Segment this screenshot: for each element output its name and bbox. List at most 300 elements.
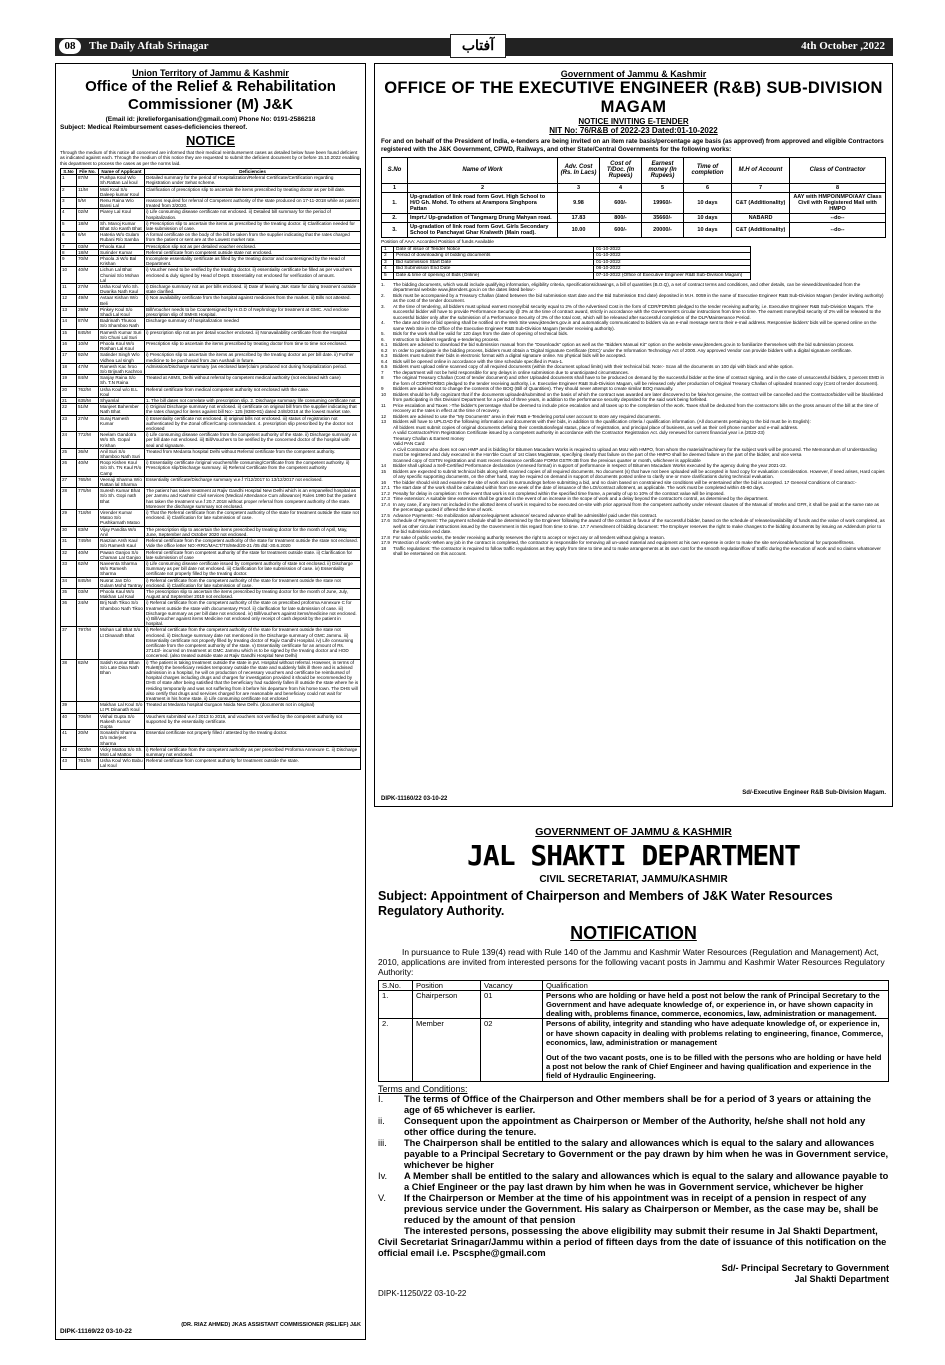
condition-text: The terms of Office of the Chairperson and Other members shall be for a period of 3 years or attaining the age of 65 whichever is earlier. <box>404 1093 872 1115</box>
table-cell <box>543 1019 889 1081</box>
table-row <box>61 600 361 627</box>
table-cell: 6/M <box>77 232 99 243</box>
table-row <box>61 702 361 713</box>
left-signatory: (DR. RIAZ AHMED) JKAS ASSISTANT COMMISSIONER (RELIEF) J&K <box>181 1322 361 1328</box>
table-row <box>61 375 361 386</box>
term-number: 6.1 <box>381 342 388 348</box>
term-text: A valid Contractor/Firm Registration Certificate issued by a competent authority in accordance with the Contractor Registration Act. duly renewed for current financial year i.e.(2022-23) <box>393 430 765 436</box>
cell-text: Member <box>416 1019 444 1029</box>
rtop-nit-number: NIT No: 76/R&B of 2022-23 Dated:01-10-2022 <box>549 126 718 135</box>
rbot-ref-number: DIPK-11250/22 03-10-22 <box>378 1288 467 1298</box>
table-cell: Sonakshi Sharma D/o Inderjeet Sharma <box>99 730 145 747</box>
term-text: In any case, if any item not included in the allotted items of work is required to be executed on-site with prior approval from the competent authority under relevant clauses of the Manual of Works and GFR, it shall be paid at the same rate as the percentage quoted if offered the time of work. <box>393 501 880 513</box>
table-cell: 1. <box>382 192 408 213</box>
term-number: 6.5 <box>381 364 388 370</box>
table-cell: Usha Koul w/o B.L Koul <box>99 386 145 397</box>
condition-number: V. <box>378 1192 386 1203</box>
table-row <box>61 267 361 284</box>
table-cell: 47/M <box>77 363 99 374</box>
table-cell <box>481 1019 543 1081</box>
table-cell: Prescription slip not as per detailed voucher enclosed. <box>145 243 361 249</box>
condition-number: ii. <box>378 1115 385 1126</box>
table-cell: 51/M <box>77 404 99 415</box>
list-item <box>381 375 886 386</box>
term-text: Time extension: A suitable time extension shall be granted in the event of an increase in the scope of work and a delay beyond the contractor's control, as determined by the department. <box>393 496 769 502</box>
left-ref-number: DIPK-11169/22 03-10-22 <box>60 1328 132 1335</box>
table-cell: 765/M <box>77 476 99 487</box>
term-text: Bids must be accompanied by a Treasury Challan (dated between the bid submission start date and the Bid Submission End date) deposited in M.H. 0059 in the name of Executive Engineer R&B Sub-Division Magam (tender inviting authority) as the cost of the tender document. <box>393 292 884 304</box>
table-cell: 82/M <box>77 659 99 702</box>
term-text: At the time of tendering, all bidders must upload earnest money/bid security equal to 2% of the Advertised Cost in the form of CDR/FDR/BG pledged to the tender receiving authority, i.e. Executive Engineer R&B Sub-Division Magam. The successful bidder will have to provide Performance Security @ 3% at the time of contract award, strictly in accordance with the Government's circular instructions from time to time. The earnest money/bid security of 2% will be released to the successful bidder only after the submission of a Performance Security of 3% of the total cost, which will be released after successful completion of the DLP/Maintenance Period. <box>393 303 882 320</box>
rbot-subject: Subject: Appointment of Chairperson and Members of J&K Water Resources Regulatory Authority. <box>378 889 833 918</box>
table-cell: Vouchers submitted w.e.f 2013 to 2018, and vouchers not verified by the competent authority not supported by the essentiality certificate. <box>145 713 361 730</box>
table-cell: 3 <box>61 197 77 208</box>
table-cell: 1. The bill dates not correlate with prescription slip. 2. Discharge summary life consuming certificate not <box>145 398 361 404</box>
page-number: 08 <box>59 39 81 54</box>
table-cell: 10/M <box>77 340 99 351</box>
table-cell: Sh. Manoj Kumar Bhat S/o Kanth Bhat <box>99 220 145 231</box>
deficiency-col-header: Name of Applicant <box>99 168 145 174</box>
table-cell: 10 <box>61 267 77 284</box>
list-item <box>381 546 886 557</box>
table-row <box>61 476 361 487</box>
table-cell: 14 <box>61 318 77 329</box>
term-text: A Civil Contractor who does not own HMP and is bidding for Bitumen Macadam Works is required to upload an MoU with HMPO, from whom the material/machinery for the subject work will be procured. The Memorandum of Understanding must be registered and duly executed in the Hon'ble Court of 1st Class Magistrate, specifying clearly that failure on the part of the HMPO shall be deemed failure on the part of the bidder, and vice versa <box>393 446 877 458</box>
table-cell: 4 <box>61 209 77 220</box>
list-item <box>381 392 886 403</box>
table-row <box>61 588 361 599</box>
table-cell: 01-10-2022 <box>594 246 751 253</box>
table-cell: 06-10-2022 <box>594 266 751 273</box>
table-cell: --do-- <box>790 213 886 222</box>
left-email-line: (Email id: jkrelieforganisation@gmail.com) Phone No: 0191-2586218 <box>105 116 316 123</box>
table-cell: Nusrat Jan D/o Gulam Mohd Tantray <box>100 577 143 588</box>
table-row <box>382 246 751 253</box>
table-cell: 40 <box>61 713 77 730</box>
works-col-header: S.No <box>382 157 408 183</box>
table-row <box>61 415 361 432</box>
rbot-secretariat: CIVIL SECRETARIAT, JAMMU/KASHMIR <box>539 874 728 885</box>
table-cell: Phoola Ji W/o Bal Krishan <box>99 255 145 266</box>
table-cell: 28 <box>61 488 77 510</box>
list-item <box>381 518 886 535</box>
table-cell: Lichun Lal Bhat Chunial S/o Mohan Lal <box>99 267 145 284</box>
table-row <box>61 175 361 186</box>
table-cell: 83/M <box>77 526 99 537</box>
table-cell: 10 days <box>684 213 732 222</box>
table-cell: Makhan Lal Koul S/o Lt Pt Dinanath Koul <box>99 702 145 713</box>
condition-number: I. <box>378 1093 384 1104</box>
post-note: Out of the two vacant posts, one is to be filled with the persons who are holding or have held a post not below the rank of Chief Engineer and having qualification and experience in the field of Hydraulic Engineering. <box>546 1053 882 1081</box>
table-row <box>61 730 361 747</box>
table-row <box>61 363 361 374</box>
term-text: Scanned copy of GSTIN registration and most recent clearance certificate FORM GSTR-3B from the previous quarter or month, whichever is applicable <box>393 457 701 463</box>
table-cell: 6 <box>61 232 77 243</box>
table-cell: Treated at Medanta hospital Gurgaon Noida New Delhi. (documents not in original) <box>145 702 361 713</box>
term-text: Price escalation and Taxes :-The bidder's percentage shall be deemed to include price escalation and all taxes up to the completion of the work. Taxes shall be deducted from the contractor's bills on the gross amount of the bill at the time of recovery at the rates in effect at the time of recovery. <box>393 402 879 414</box>
table-row <box>382 266 751 273</box>
table-cell: Treated at AIIMS, Delhi without referral by competent medical authority (not enclosed with case) <box>145 375 361 386</box>
term-number: 1. <box>381 281 385 287</box>
term-number: 18 <box>381 545 387 551</box>
table-cell: 18 <box>61 363 77 374</box>
table-cell: Referral certificate from competent outside state not enclosed. <box>145 249 361 255</box>
term-number: 17.6 <box>381 518 390 524</box>
term-number: 12 <box>381 413 387 419</box>
term-text: Bidder shall upload a Self-Certified Performance declaration (Annexed format) in support of performance in respect of Bitumen Macadam Works executed by the agency during the year 2021-22. <box>393 463 787 469</box>
table-cell: 01-10-2022 <box>594 259 751 266</box>
table-cell: 2 <box>382 253 394 260</box>
term-number: 11 <box>381 402 386 408</box>
table-cell: Up-gradation of link road form Govt. High School to H/O Gh. Mohd. To others at Arampora Singhpora Pattan <box>408 192 558 213</box>
table-cell: The prescription slip to ascertain the items prescribed by treating doctor for the month of April, May, June, September and October 2020 not enclosed. <box>145 526 361 537</box>
table-cell: 749/M <box>77 538 99 549</box>
table-cell: Admission/Discharge summary (as enclosed later)claim produced not during hospitalization period. <box>145 363 361 374</box>
table-cell: Detailed summary for the period of Hospitalization/Referral Certificate/Certification regarding Registration under Sehat scheme. <box>145 175 361 186</box>
table-cell: Renu Raina W/o Bansi Lal <box>99 197 145 208</box>
term-text: The start date of the work shall be calculated within from one week of the date of issuance of the LOI/contract allotment, as applicable. The work must be completed within 45-60 days. <box>393 485 765 491</box>
table-row <box>382 259 751 266</box>
posts-col-header: Position <box>413 980 481 990</box>
rtop-ref-number: DIPK-11160/22 03-10-22 <box>381 796 448 802</box>
term-number: 17.5 <box>381 512 390 518</box>
table-cell: Bill/Voucher needs to be Countersigned by H.O.D of Nephrology for treatment at GMC. And enclose prescription slip of SMHS Hospital. <box>145 306 361 317</box>
table-cell: Hateria W/o Gulam Rubani R/o Samba <box>99 232 145 243</box>
table-row <box>61 232 361 243</box>
table-cell: Up-gradation of link road form Govt. Girls Secondary School to Panchayat Ghar Kralweth (Main road). <box>408 222 558 237</box>
term-text: Bidders must submit their bids in electronic format with a digital signature online. No physical bids will be accepted. <box>393 353 627 359</box>
condition-text: The Chairperson shall be entitled to the salary and allowances which is equal to the salary and allowances payable to a Principal Secretary to Government or the pay drawn by him when he was in Government service, whichever be higher <box>404 1137 889 1170</box>
term-number: 5. <box>381 331 385 337</box>
table-cell: reasons required for referral of Competent authority of the state produced on 17-11-2018 while as patient treated from 3/2020. <box>146 197 359 209</box>
table-cell: Surinder Kumar <box>99 249 145 255</box>
works-col-header: Name of Work <box>408 157 558 183</box>
table-row <box>61 404 361 415</box>
table-cell: 19960/- <box>642 192 684 213</box>
table-cell: Incomplete essentiality certificate as filled by the treating doctor and countersigned by the Head of Department. <box>145 255 361 266</box>
position-aaa: Position of AAA: Accorded Position of funds Available <box>381 239 494 245</box>
rbot-dept-title: JAL SHAKTI DEPARTMENT <box>466 839 800 872</box>
table-cell: Pawan Ganjoo S/o Chaman Lal Ganjoo <box>99 549 145 560</box>
rtop-intro: For and on behalf of the President of India, e-tenders are being invited on an item rate basis/percentage age basis (as approved) from approved and eligible Contractors registered with the J&K Government, CPWD, Railways, and other State/Central Governments for the following works: <box>381 138 884 153</box>
table-cell: Mohan Lal Bhat S/o Lt Dinanath Bhat <box>99 627 145 659</box>
table-cell: 37 <box>61 627 77 659</box>
table-cell: Essential certificate not properly filled / attested by the treating doctor. <box>145 730 361 747</box>
deficiency-table <box>60 168 361 770</box>
left-footer <box>60 1322 361 1335</box>
rbot-notification-title: NOTIFICATION <box>570 923 697 943</box>
table-row <box>61 386 361 397</box>
table-cell: 01-10-2022 <box>594 253 751 260</box>
table-cell: i) Life consuming disease certificate from the competent authority of the state. ii) Discharge summary as per bill date not enclosed. iii) Bill/Vouchers to be verified by the concerned doctor of the hospital with seal and signature. <box>145 432 361 449</box>
table-cell: 39 <box>61 702 77 713</box>
table-cell: 23 <box>61 415 77 432</box>
table-cell: 600/- <box>600 192 642 213</box>
table-cell: Referral certificate from competent authority of the state for treatment outside state. ii) Clarification for late submission of case <box>145 549 361 560</box>
works-col-number: 8 <box>790 183 886 192</box>
rbot-pursuance: In pursuance to Rule 139(4) read with Rule 140 of the Jammu and Kashmir Water Resources (Regulation and Management) Act, 2010, applications are invited from interested persons for the following vacant posts in Jammu and Kashmir Water Resources Regulatory Authority: <box>378 947 885 978</box>
issue-date: 4th October ,2022 <box>801 40 885 52</box>
list-item <box>378 1138 889 1171</box>
table-cell: 24 <box>61 432 77 449</box>
table-cell: Sanjay Raina S/o Sh. T.N Raina <box>99 375 145 386</box>
table-cell: 40/M <box>77 460 99 477</box>
table-cell: Manjeet Bahember Nath Bhat <box>99 404 145 415</box>
table-cell: Referral certificate from medical competent authority not enclosed with the case. <box>145 386 361 397</box>
table-cell: i) prescription slip not as per detail voucher enclosed. ii) Nonavailability certificate from the Hospital <box>145 329 361 340</box>
table-row <box>61 488 361 510</box>
term-text: Bidders should be fully cognizant that if the documents uploaded/submitted on the basis of which the contract was awarded are later discovered to be fake/not genuine, the contract will be cancelled and the Contractor/bidder will be blacklisted from participating in this Division/ Department for a period of three years, in addition to the performance security deposited for the said work being forfeited. <box>393 391 884 403</box>
term-text: Valid PAN Card <box>393 441 425 447</box>
table-cell: 36/M <box>77 448 99 459</box>
newspaper-name: The Daily Aftab Srinagar <box>89 40 209 52</box>
table-cell: 25 <box>61 448 77 459</box>
table-cell: Suraj Ramesh Kumar <box>99 415 145 432</box>
table-cell: 49/M <box>77 295 99 306</box>
table-cell: 20000/- <box>642 222 684 237</box>
table-cell: 27/M <box>77 415 99 432</box>
condition-number: Iv. <box>378 1170 388 1181</box>
rtop-footer <box>381 790 886 802</box>
list-item <box>381 502 886 513</box>
table-cell: Neelam Gandotra W/o Sh. Gopal Krishan <box>99 432 145 449</box>
table-cell: i) That the Referral certificate from the competent authority of the state for treatment outside the state not enclosed. ii) Clarification for late submission of case. <box>145 510 361 527</box>
table-cell: 15 <box>61 329 77 340</box>
works-col-number: 4 <box>600 183 642 192</box>
works-col-number: 1 <box>382 183 408 192</box>
table-row <box>61 526 361 537</box>
table-cell: Bid submission Start Date <box>394 259 594 266</box>
table-cell: 27/M <box>77 283 99 294</box>
table-cell: Vishal Gupta S/o Rakesh Kumar Gupta <box>99 713 145 730</box>
table-cell: 762/M <box>77 386 99 397</box>
newspaper-logo: آفتاب <box>450 34 506 58</box>
cell-text: Chairperson <box>416 990 458 1000</box>
term-text: Advance Payments: -No mobilization advance/equipment advance/ secured advance shall be admissible/ paid under this contract. <box>393 512 658 518</box>
table-cell: Clarification of prescription slip to ascertain the items prescribed by treating doctor as per bill date. <box>145 186 361 197</box>
table-cell: Imprt./ Up-gradation of Tangmarg Drung Mahyan road. <box>408 213 558 222</box>
term-number: 6.4 <box>381 358 388 364</box>
table-cell: AAY with HMPO/NMPO/AAY Class Civil with Registered Mail with HMPO <box>790 192 886 213</box>
table-cell: i) Referral certificate from the competent authority as per prescribed Proforma Annexure C. ii) Discharge summary not enclosed. <box>145 746 361 757</box>
table-row <box>61 510 361 527</box>
term-text: The bidding documents, which would include qualifying information, eligibility criteria, specifications/drawings, a bill of quantities (B.O.Q), a set of contract terms and conditions, and other details, can be viewed/downloaded from the departmental website www.jktenders.gov.in on the dates listed below:- <box>393 281 861 293</box>
table-cell: i) Essentiality certificate /original vouchers/life consuming/Certificate from the competent authority. ii) Prescription slip/Discharge summary. iii) Referral Certificate from the competent authority <box>145 460 361 477</box>
table-cell: 62/M <box>77 560 99 577</box>
table-cell: 17.83 <box>558 213 600 222</box>
table-row <box>61 352 361 363</box>
table-cell: Brij Nath Tikoo S/o Shamboo Nath Tikoo <box>99 600 145 627</box>
table-cell: 1 <box>61 175 77 186</box>
condition-text: A Member shall be entitled to the salary and allowances which is equal to the salary and allowance payable to a Chief Engineer or the pay last drawn by him when he was in Government service, whichever be higher <box>404 1170 889 1192</box>
term-text: Bids for the work shall be valid for 120 days from the date of opening of technical bids. <box>393 331 569 337</box>
table-cell: 41 <box>61 730 77 747</box>
term-number: 8 <box>381 375 384 381</box>
works-col-number: 7 <box>732 183 790 192</box>
term-text: The department will not be held responsible for any delays in online submission due to unanticipated circumstances. <box>393 369 629 375</box>
table-row <box>61 460 361 477</box>
table-cell: 2. <box>382 213 408 222</box>
table-cell: 32 <box>61 549 77 560</box>
left-ut-heading: Union Territory of Jammu & Kashmir <box>132 68 289 78</box>
term-text: Protection of work:-When any job in the contract is completed, the contractor is responsible for removing all un-used material and equipment at his own expense in order to make the site serviceable/functional for purpose/fitness. <box>393 540 855 546</box>
table-cell: 7 <box>61 243 77 249</box>
table-cell: 40/M <box>77 549 99 560</box>
table-row <box>61 432 361 449</box>
rtop-signatory: Sd/-Executive Engineer R&B Sub-Division Magam. <box>742 790 886 796</box>
table-cell: 16 <box>61 340 77 351</box>
table-cell: 797/M <box>77 627 99 659</box>
table-row <box>61 329 361 340</box>
term-number: 17.1 <box>381 485 390 491</box>
table-cell: 4 <box>382 266 394 273</box>
works-col-header: Earnest money (In Rupees) <box>642 157 684 183</box>
table-cell: 718/M <box>77 510 99 527</box>
table-cell: 19 <box>61 375 77 386</box>
terms-heading: Terms and Conditions: <box>378 1083 468 1094</box>
term-number: 6.2 <box>381 347 388 353</box>
works-col-header: Cost of T/Doc. (In Rupees) <box>600 157 642 183</box>
table-cell: Shyamlal <box>99 398 145 404</box>
table-cell: Phoola Kaul W/o Makhan Lal Kaul <box>99 588 145 599</box>
table-row <box>61 758 361 769</box>
table-cell: 800/- <box>600 213 642 222</box>
table-cell: 02/M <box>77 209 99 220</box>
list-item <box>381 282 886 293</box>
table-cell: 33 <box>61 560 77 577</box>
works-col-header: Time of completion <box>684 157 732 183</box>
table-cell: Period of downloading of bidding documents <box>394 253 594 260</box>
table-cell: Ramesh Kac hroo S/o Brijnath Kachroo <box>99 363 145 374</box>
table-cell: Satish Kumar Bhan S/o Late Dina Nath Bhan <box>99 659 145 702</box>
table-cell: i) Life consuming disease certificate not enclosed. ii) Detailed bill summary for the period of hospitalization. <box>145 209 361 220</box>
table-cell: The patient has taken treatment at Rajiv Gandhi Hospital New Delhi which is an empanelled hospital as per Jammu and Kashmir Civil services (Medical Attendance Cum allowance) Rules 1990 but the patient has taken the treatment w.e.f 20.7.2018 without proper referral from competent authority of the state. Moreover the discharge summary not enclosed. <box>145 488 361 510</box>
table-cell: Vicky Mattoo S/o Sh. Moti Lal Mattoo <box>100 746 143 758</box>
table-cell: i) Life consuming disease certificate issued by competent authority of state not enclosed. ii) Discharge Summary as per bill date not enclosed. iii) Clarification for late submission of case. iv) Essentiality certificate not properly filled by the treating doctor. <box>145 560 361 577</box>
table-cell: Pinkey Koul S/o Shadi Lal Koul <box>99 306 145 317</box>
table-cell: 30 <box>61 526 77 537</box>
table-row <box>61 318 361 329</box>
works-col-header: M.H of Account <box>732 157 790 183</box>
table-cell: 31 <box>61 538 77 549</box>
table-cell: 8 <box>61 249 77 255</box>
table-cell: 600/- <box>600 222 642 237</box>
table-row <box>61 186 361 197</box>
table-row <box>61 197 361 208</box>
table-cell: i) Non availability certificate from the hospital against medicines from the market. ii) Bills not attested. <box>145 295 361 306</box>
table-row <box>61 549 361 560</box>
table-cell: The prescription slip to ascertain the items prescribed by treating doctor for the month of June, July, August and September 2019 not enclosed. <box>145 588 361 599</box>
table-cell: Usha Koul W/o Sh. Dwarika Nath Kaul <box>99 283 145 294</box>
table-cell: 29/M <box>77 306 99 317</box>
table-cell: 5/M <box>77 197 99 208</box>
cell-text: 1. <box>382 990 389 1000</box>
table-cell <box>379 1019 413 1081</box>
table-cell: Bid Submission End Date <box>394 266 594 273</box>
table-cell: --do-- <box>790 222 886 237</box>
condition-number: iii. <box>378 1137 387 1148</box>
posts-col-header: S.No. <box>379 980 413 990</box>
works-col-number: 5 <box>642 183 684 192</box>
table-cell: 87/M <box>77 318 99 329</box>
table-row <box>61 398 361 404</box>
table-cell: Pushpa Koul W/o Sh.Rattan Lal koul <box>99 175 145 186</box>
table-cell: 92/M <box>77 352 99 363</box>
condition-text: Consequent upon the appointment as Chairperson or Member of the Authority, he/she shall not hold any other office during the tenure. <box>404 1115 866 1137</box>
table-cell: 1 <box>382 246 394 253</box>
list-item <box>378 1094 889 1116</box>
term-number: 3. <box>381 303 385 309</box>
table-cell: 635/M <box>77 398 99 404</box>
table-row <box>382 222 886 237</box>
relief-notice <box>55 63 366 1340</box>
table-cell: i) Prescription slip to ascertain the items as prescribed by the treating doctor as per bill date. ii) Further medicine to be purchased from Jan Aushadi in future. <box>145 352 361 363</box>
table-row <box>61 713 361 730</box>
table-cell: 07-10-2022 (Office of Executive Engineer R&B Sub-Division Magam) <box>594 272 751 279</box>
table-cell: 40/M <box>77 267 99 284</box>
cell-text: Persons of ability, integrity and standing who have adequate knowledge of, or experience in, or have shown capacity in dealing with problems relating to engineering, finance, Commerce, economics, law, administration or management <box>546 1019 884 1047</box>
table-cell: 70/M <box>77 255 99 266</box>
term-number: 17.8 <box>381 534 390 540</box>
table-cell: 10 days <box>684 192 732 213</box>
table-cell: 42 <box>61 746 77 757</box>
works-col-number: 3 <box>558 183 600 192</box>
table-cell: 22 <box>61 404 77 415</box>
table-cell: 87/M <box>77 175 99 186</box>
table-cell: 2 <box>61 186 77 197</box>
table-cell: Date of issue of Tender Notice <box>394 246 594 253</box>
table-cell: Phoola Koul W/o Roshan Lal Koul <box>99 340 145 351</box>
rtop-office-title: OFFICE OF THE EXECUTIVE ENGINEER (R&B) SUB-DIVISION MAGAM <box>384 79 883 116</box>
term-number: 6. <box>381 336 385 342</box>
table-cell: 18/M <box>77 220 99 231</box>
table-cell: 13 <box>61 306 77 317</box>
table-row <box>61 283 361 294</box>
list-item <box>381 320 886 331</box>
table-cell <box>481 990 543 1019</box>
table-cell <box>543 990 889 1019</box>
term-text: The original Treasury Challan (Cost of tender document) and other Uploaded documents shall have to be produced on demand by the successful bidder at the time of contract signing, and in the case of unsuccessful bidders, 2 percent EMD in the form of CDR/FDR/BG pledged to the tender receiving authority, i.e. Executive Engineer R&B Sub-Division Magam, will be released only after production of Original Treasury Challan of uploaded Scanned copy (Cost of tender document). <box>393 375 885 386</box>
term-number: 13 <box>381 419 387 425</box>
table-cell: i) Essentiality certificate not enclosed. ii) original bills not enclosed. iii) status of registration not authenticated by the Zonal officer/Camp commandant. 4. prescription slip prescribed by the doctor not enclosed <box>145 415 361 432</box>
rtop-nie: NOTICE INVITING E-TENDER <box>578 117 689 126</box>
table-cell: Moti Koul S/o Daleep kumar Koul <box>99 186 145 197</box>
table-cell: Avtaar Kishan W/o Beli <box>99 295 145 306</box>
table-cell: 11 <box>61 283 77 294</box>
deficiency-col-header: S.No <box>61 168 77 174</box>
e-tender-notice <box>374 63 893 807</box>
table-row <box>382 253 751 260</box>
rbot-gov-heading: GOVERNMENT OF JAMMU & KASHMIR <box>535 826 732 838</box>
cell-text: 2. <box>382 1019 389 1029</box>
term-number: 17.3 <box>381 496 390 502</box>
table-cell: 21 <box>61 398 77 404</box>
table-cell <box>413 990 481 1019</box>
table-cell: 17 <box>61 352 77 363</box>
table-cell: 38 <box>61 659 77 702</box>
term-text: The date and time of bid opening shall be notified on the Web Site www.jktenders.gov.in and automatically communicated to bidders via an e-mail message sent to their e-mail address. Responsive bidders' bids will be opened online on the same Web Site in the Office of the Executive Engineer R&B Sub-Division Magam (tender receiving authority). <box>393 320 877 331</box>
table-cell: 24/M <box>77 600 99 627</box>
tender-terms <box>381 282 886 557</box>
table-cell: 9 <box>61 255 77 266</box>
table-cell: 3. <box>382 222 408 237</box>
conditions-list <box>378 1094 889 1226</box>
term-number <box>381 447 393 458</box>
term-number: 17.9 <box>381 540 390 546</box>
left-notice-title: NOTICE <box>185 133 236 148</box>
term-text: Bidders must upload online scanned copy of all required documents (within the document upload limits) with their technical bid. Note:- Scan all the documents on 100 dpi with black and white option. <box>393 364 794 370</box>
table-cell: 706/M <box>77 713 99 730</box>
